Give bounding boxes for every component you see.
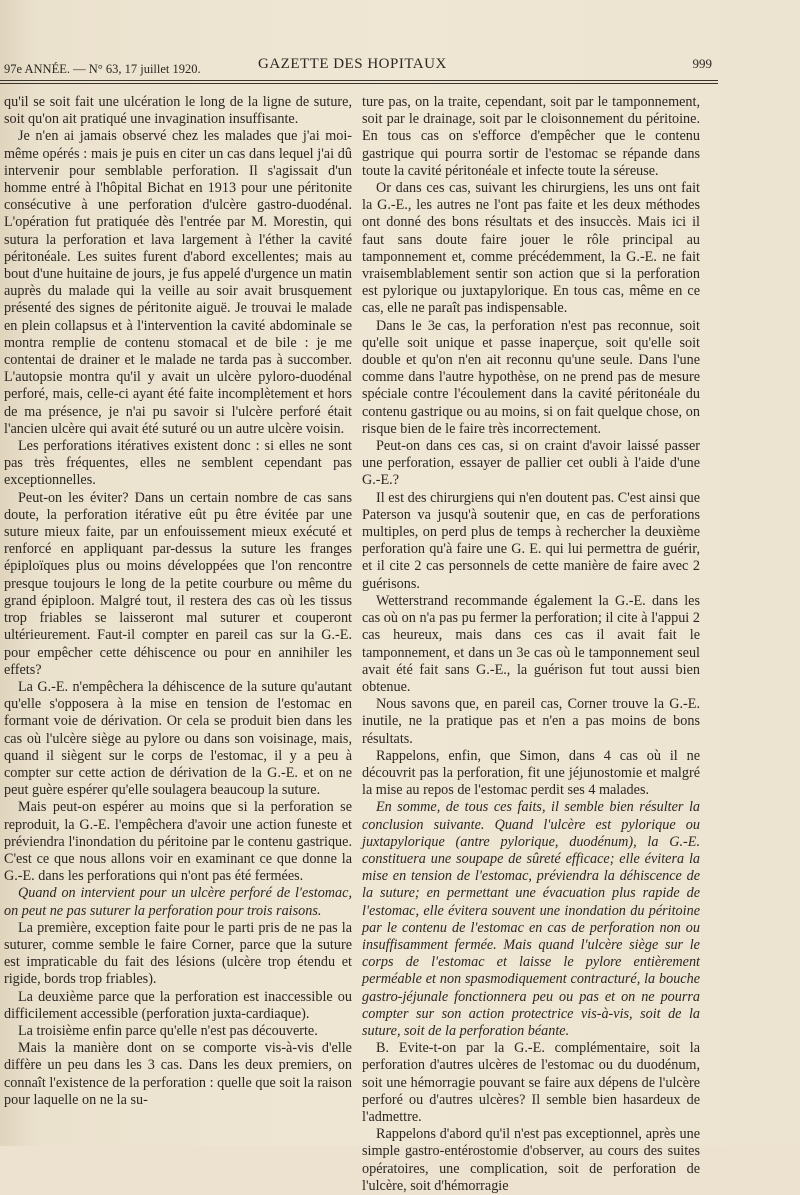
paragraph: qu'il se soit fait une ulcération le long de la ligne de suture, soit qu'on ait pratiqué une invagination insuffisante.	[4, 94, 352, 128]
paragraph: La deuxième parce que la perforation est inaccessible ou difficilement accessible (perforation juxta-cardiaque).	[4, 988, 352, 1022]
paragraph: En somme, de tous ces faits, il semble bien résulter la conclusion suivante. Quand l'ulcère est pylorique ou juxtapylorique (antre pylorique, duodénum), la G.-E. constituera une soupape de sûreté efficace; elle évitera la mise en tension de l'estomac, préviendra la déhiscence de la suture; en permettant une évacuation plus rapide de l'estomac, elle évitera souvent une inondation du péritoine par le contenu de l'estomac en cas de perforation non ou insuffisamment fermée. Mais quand l'ulcère siège sur le corps de l'estomac et laisse le pylore entièrement perméable et non spasmodiquement contracturé, la bouche gastro-jéjunale fonctionnera peu ou pas et on ne pourra compter sur son action protectrice vis-à-vis, soit de la suture, soit de la perforation béante.	[362, 799, 700, 1039]
paragraph: Quand on intervient pour un ulcère perforé de l'estomac, on peut ne pas suturer la perforation pour trois raisons.	[4, 885, 352, 919]
header-rule	[0, 80, 718, 84]
paragraph: Les perforations itératives existent donc : si elles ne sont pas très fréquentes, elles ne semblent cependant pas exceptionnelles.	[4, 438, 352, 489]
paragraph: Mais peut-on espérer au moins que si la perforation se reproduit, la G.-E. l'empêchera d'avoir une action funeste et préviendra l'inondation du péritoine par le contenu gastrique. C'est ce que nous allons voir en examinant ce que donne la G.-E. dans les perforations qui n'ont pas été fermées.	[4, 799, 352, 885]
paragraph: Nous savons que, en pareil cas, Corner trouve la G.-E. inutile, ne la pratique pas et n'en a pas moins de bons résultats.	[362, 696, 700, 747]
paragraph: Rappelons d'abord qu'il n'est pas exceptionnel, après une simple gastro-entérostomie d'observer, au cours des suites opératoires, une complication, soit de perforation de l'ulcère, soit d'hémorragie	[362, 1126, 700, 1194]
right-column	[362, 94, 700, 1195]
paragraph: Je n'en ai jamais observé chez les malades que j'ai moi-même opérés : mais je puis en citer un cas dans lequel j'ai dû intervenir pour semblable perforation. Il s'agissait d'un homme entré à l'hôpital Bichat en 1913 pour une péritonite consécutive à une perforation d'ulcère gastro-duodénal. L'opération fut pratiquée dès l'entrée par M. Morestin, qui sutura la perforation et lava largement à l'éther la cavité péritonéale. Les suites furent d'abord excellentes; mais au bout d'une huitaine de jours, je fus appelé d'urgence un matin auprès du malade qui la veille au soir avait brusquement présenté des signes de péritonite aiguë. Je trouvai le malade en plein collapsus et à l'intervention la cavité abdominale se montra remplie de contenu stomacal et de bile : je me contentai de drainer et le malade ne tarda pas à succomber. L'autopsie montra qu'il y avait un ulcère pyloro-duodénal perforé, mais, celle-ci ayant été faite incomplètement et hors de ma présence, je n'ai pu savoir si l'ulcère perforé était l'ancien ulcère qui avait été suturé ou un autre ulcère voisin.	[4, 128, 352, 437]
issue-info: 97e ANNÉE. — N° 63, 17 juillet 1920.	[4, 62, 201, 76]
paragraph: La première, exception faite pour le parti pris de ne pas la suturer, comme semble le faire Corner, parce que la suture est impraticable du fait des lésions (ulcère trop étendu et rigide, bords trop friables).	[4, 919, 352, 988]
paragraph: Il est des chirurgiens qui n'en doutent pas. C'est ainsi que Paterson va jusqu'à soutenir que, en cas de perforations multiples, on perd plus de temps à rechercher la deuxième perforation qu'à faire une G. E. qui lui permettra de guérir, et il cite 2 cas personnels de cette manière de faire avec 2 guérisons.	[362, 489, 700, 592]
journal-title: GAZETTE DES HOPITAUX	[258, 56, 447, 72]
paragraph: Wetterstrand recommande également la G.-E. dans les cas où on n'a pas pu fermer la perforation; il cite à l'appui 2 cas heureux, mais dans ces cas il avait fait le tamponnement, et dans un 3e cas où le tamponnement seul avait été fait sans G.-E., la guérison fut tout aussi bien obtenue.	[362, 592, 700, 695]
paragraph: B. Evite-t-on par la G.-E. complémentaire, soit la perforation d'autres ulcères de l'estomac ou du duodénum, soit une hémorragie pouvant se faire aux dépens de l'ulcère perforé ou d'autres ulcères? Il semble bien hasardeux de l'admettre.	[362, 1040, 700, 1125]
paragraph: Peut-on les éviter? Dans un certain nombre de cas sans doute, la perforation itérative eût pu être évitée par une suture mieux faite, par un enfouissement mieux exécuté et renforcé en appliquant par-dessus la suture les franges épiploïques plus ou moins développées que l'on rencontre presque toujours le long de la petite courbure ou même du grand épiploon. Malgré tout, il restera des cas où les tissus trop friables se laisseront mal suturer et couperont ultérieurement. Faut-il compter en pareil cas sur la G.-E. pour empêcher cette déhiscence ou pour en annihiler les effets?	[4, 489, 352, 678]
page-header	[0, 52, 800, 78]
paragraph: Rappelons, enfin, que Simon, dans 4 cas où il ne découvrit pas la perforation, fit une jéjunostomie et malgré la mise au repos de l'estomac perdit ses 4 malades.	[362, 747, 700, 799]
paragraph: ture pas, on la traite, cependant, soit par le tamponnement, soit par le drainage, soit par le cloisonnement du péritoine. En tous cas on s'efforce d'empêcher que le contenu gastrique qui pourra sortir de l'estomac se répande dans toute la cavité péritonéale et infecte toute la séreuse.	[362, 94, 700, 179]
paragraph: Peut-on dans ces cas, si on craint d'avoir laissé passer une perforation, essayer de pallier cet oubli à l'aide d'une G.-E.?	[362, 438, 700, 489]
paragraph: Or dans ces cas, suivant les chirurgiens, les uns ont fait la G.-E., les autres ne l'ont pas faite et les deux méthodes ont donné des bons résultats et des insuccès. Mais ici il faut sans doute faire jouer le rôle principal au tamponnement et, comme précédemment, la G.-E. ne fait vraisemblablement sentir son action que si la perforation est pylorique ou juxtapylorique. En tous cas, même en ce cas, elle ne paraît pas indispensable.	[362, 180, 700, 317]
page-number: 999	[692, 56, 712, 71]
paragraph: La G.-E. n'empêchera la déhiscence de la suture qu'autant qu'elle s'opposera à la mise en tension de l'estomac en formant voie de dérivation. Or cela se produit bien dans les cas où l'ulcère siège au pylore ou dans son voisinage, mais, quand il siègent sur le corps de l'estomac, il y a peu à compter sur cette action de dérivation de la G.-E. et on ne peut guère espérer qu'elle soulagera beaucoup la suture.	[4, 678, 352, 799]
paragraph: Dans le 3e cas, la perforation n'est pas reconnue, soit qu'elle soit unique et passe inaperçue, soit qu'elle soit double et qu'on n'en ait reconnu qu'une seule. Dans l'une comme dans l'autre hypothèse, on ne prend pas de mesure spéciale contre l'écoulement dans la cavité péritonéale du contenu gastrique ou au moins, si on fait quelque chose, on risque bien de le faire très incorrectement.	[362, 317, 700, 437]
paragraph: Mais la manière dont on se comporte vis-à-vis d'elle diffère un peu dans les 3 cas. Dans les deux premiers, on connaît l'existence de la perforation : quelle que soit la raison pour laquelle on ne la su-	[4, 1040, 352, 1108]
left-column	[4, 94, 352, 1109]
paragraph: La troisième enfin parce qu'elle n'est pas découverte.	[18, 1022, 318, 1039]
